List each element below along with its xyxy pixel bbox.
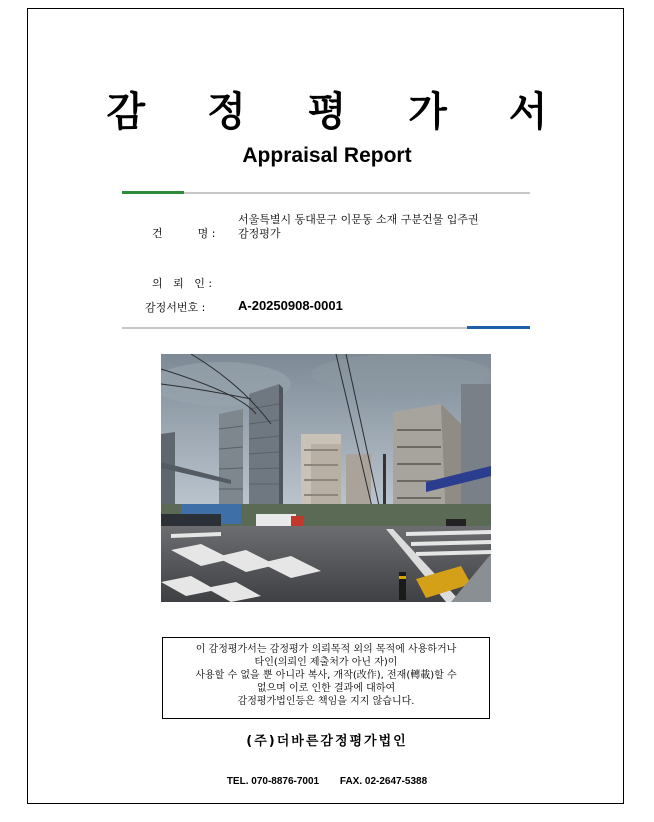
notice-line-1: 이 감정평가서는 감정평가 의뢰목적 외의 목적에 사용하거나 bbox=[195, 644, 457, 655]
client-label-text: 의 뢰 인 : bbox=[152, 277, 213, 290]
property-street-photo bbox=[161, 354, 491, 602]
fax-number: FAX. 02-2647-5388 bbox=[339, 776, 428, 787]
phone-number: TEL. 070-8876-7001 bbox=[226, 776, 320, 787]
case-name-line1: 서울특별시 동대문구 이문동 소재 구분건물 입주권 bbox=[238, 213, 479, 226]
case-name-value bbox=[238, 213, 518, 241]
case-name-line2: 감정평가 bbox=[238, 227, 281, 240]
report-number-label bbox=[145, 301, 225, 315]
document-title-korean: 감 정 평 가 서 bbox=[106, 89, 572, 135]
report-number-label-text: 감정서번호 : bbox=[145, 301, 206, 314]
top-divider-accent bbox=[122, 191, 184, 194]
report-number-value: A-20250908-0001 bbox=[238, 298, 343, 313]
bottom-divider-accent bbox=[467, 326, 530, 329]
notice-line-2: 타인(의뢰인 제출처가 아닌 자)이 bbox=[254, 657, 398, 668]
contact-info bbox=[0, 775, 654, 789]
notice-line-4: 없으며 이로 인한 결과에 대하여 bbox=[256, 683, 396, 694]
usage-notice-box bbox=[162, 637, 490, 719]
notice-line-5: 감정평가법인등은 책임을 지지 않습니다. bbox=[237, 696, 415, 707]
street-photo-icon bbox=[161, 354, 491, 602]
document-title-english: Appraisal Report bbox=[242, 144, 412, 167]
client-label bbox=[145, 263, 225, 291]
case-name-label bbox=[145, 213, 225, 241]
company-name: (주)더바른감정평가법인 bbox=[246, 734, 408, 749]
notice-line-3: 사용할 수 없을 뿐 아니라 복사, 개작(改作), 전재(轉載)할 수 bbox=[195, 670, 457, 681]
case-name-label-text: 건 명 : bbox=[152, 227, 216, 240]
